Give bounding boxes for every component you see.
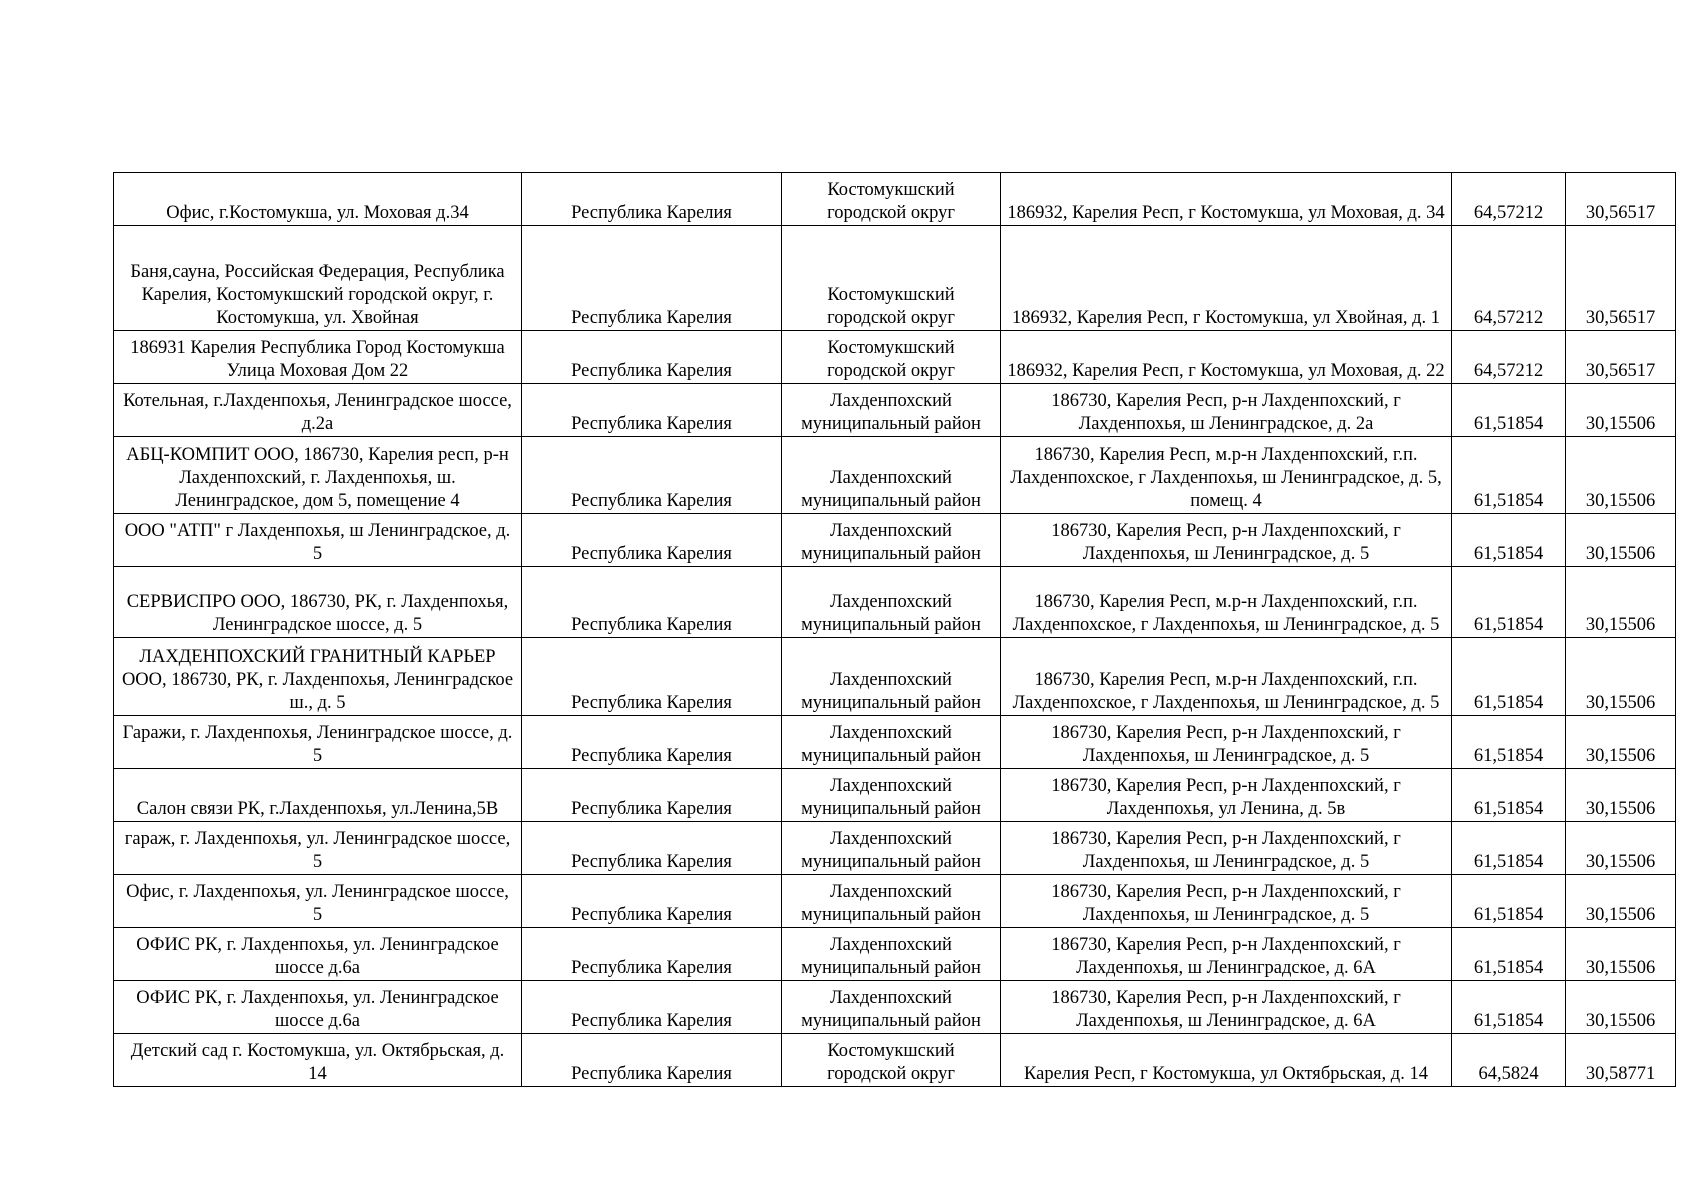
cell-object-name: Офис, г.Костомукша, ул. Моховая д.34 bbox=[114, 173, 522, 226]
cell-object-name: Салон связи РК, г.Лахденпохья, ул.Ленина,5В bbox=[114, 769, 522, 822]
table-row bbox=[114, 173, 1676, 226]
cell-object-name: АБЦ-КОМПИТ ООО, 186730, Карелия респ, р-н Лахденпохский, г. Лахденпохья, ш. Ленинградское, дом 5, помещение 4 bbox=[114, 437, 522, 514]
cell-address: 186730, Карелия Респ, м.р-н Лахденпохский, г.п. Лахденпохское, г Лахденпохья, ш Ленинградское, д. 5 bbox=[1001, 567, 1452, 638]
cell-latitude: 64,57212 bbox=[1452, 173, 1566, 226]
cell-municipality: Лахденпохский муниципальный район bbox=[782, 514, 1001, 567]
cell-municipality: Лахденпохский муниципальный район bbox=[782, 437, 1001, 514]
cell-region: Республика Карелия bbox=[522, 638, 782, 716]
cell-region: Республика Карелия bbox=[522, 567, 782, 638]
cell-longitude: 30,15506 bbox=[1566, 384, 1676, 437]
cell-object-name: Офис, г. Лахденпохья, ул. Ленинградское шоссе, 5 bbox=[114, 875, 522, 928]
cell-region: Республика Карелия bbox=[522, 1034, 782, 1087]
cell-longitude: 30,15506 bbox=[1566, 567, 1676, 638]
cell-longitude: 30,15506 bbox=[1566, 928, 1676, 981]
cell-municipality: Лахденпохский муниципальный район bbox=[782, 981, 1001, 1034]
table-row bbox=[114, 928, 1676, 981]
cell-longitude: 30,15506 bbox=[1566, 875, 1676, 928]
cell-object-name: ОФИС РК, г. Лахденпохья, ул. Ленинградское шоссе д.6а bbox=[114, 928, 522, 981]
cell-longitude: 30,56517 bbox=[1566, 173, 1676, 226]
table-row bbox=[114, 567, 1676, 638]
cell-object-name: Детский сад г. Костомукша, ул. Октябрьская, д. 14 bbox=[114, 1034, 522, 1087]
cell-address: 186730, Карелия Респ, р-н Лахденпохский, г Лахденпохья, ш Ленинградское, д. 2а bbox=[1001, 384, 1452, 437]
cell-address: Карелия Респ, г Костомукша, ул Октябрьская, д. 14 bbox=[1001, 1034, 1452, 1087]
cell-region: Республика Карелия bbox=[522, 437, 782, 514]
table-row bbox=[114, 226, 1676, 331]
cell-object-name: ОФИС РК, г. Лахденпохья, ул. Ленинградское шоссе д.6а bbox=[114, 981, 522, 1034]
cell-municipality: Костомукшский городской округ bbox=[782, 1034, 1001, 1087]
cell-address: 186730, Карелия Респ, р-н Лахденпохский, г Лахденпохья, ул Ленина, д. 5в bbox=[1001, 769, 1452, 822]
cell-address: 186730, Карелия Респ, м.р-н Лахденпохский, г.п. Лахденпохское, г Лахденпохья, ш Ленинградское, д. 5 bbox=[1001, 638, 1452, 716]
cell-address: 186932, Карелия Респ, г Костомукша, ул Хвойная, д. 1 bbox=[1001, 226, 1452, 331]
cell-latitude: 61,51854 bbox=[1452, 638, 1566, 716]
cell-municipality: Лахденпохский муниципальный район bbox=[782, 716, 1001, 769]
cell-longitude: 30,56517 bbox=[1566, 331, 1676, 384]
cell-address: 186932, Карелия Респ, г Костомукша, ул Моховая, д. 22 bbox=[1001, 331, 1452, 384]
cell-municipality: Лахденпохский муниципальный район bbox=[782, 384, 1001, 437]
cell-address: 186730, Карелия Респ, р-н Лахденпохский, г Лахденпохья, ш Ленинградское, д. 6А bbox=[1001, 928, 1452, 981]
cell-latitude: 64,5824 bbox=[1452, 1034, 1566, 1087]
cell-longitude: 30,15506 bbox=[1566, 822, 1676, 875]
cell-municipality: Костомукшский городской округ bbox=[782, 331, 1001, 384]
cell-latitude: 61,51854 bbox=[1452, 716, 1566, 769]
cell-region: Республика Карелия bbox=[522, 981, 782, 1034]
table-row bbox=[114, 822, 1676, 875]
cell-latitude: 61,51854 bbox=[1452, 928, 1566, 981]
cell-municipality: Лахденпохский муниципальный район bbox=[782, 875, 1001, 928]
table-row bbox=[114, 514, 1676, 567]
cell-address: 186730, Карелия Респ, р-н Лахденпохский, г Лахденпохья, ш Ленинградское, д. 5 bbox=[1001, 822, 1452, 875]
cell-latitude: 64,57212 bbox=[1452, 226, 1566, 331]
cell-address: 186730, Карелия Респ, р-н Лахденпохский, г Лахденпохья, ш Ленинградское, д. 6А bbox=[1001, 981, 1452, 1034]
cell-municipality: Лахденпохский муниципальный район bbox=[782, 822, 1001, 875]
registry-table bbox=[113, 172, 1676, 1087]
cell-longitude: 30,58771 bbox=[1566, 1034, 1676, 1087]
cell-latitude: 64,57212 bbox=[1452, 331, 1566, 384]
cell-region: Республика Карелия bbox=[522, 875, 782, 928]
table-row bbox=[114, 384, 1676, 437]
cell-municipality: Лахденпохский муниципальный район bbox=[782, 769, 1001, 822]
cell-object-name: гараж, г. Лахденпохья, ул. Ленинградское шоссе, 5 bbox=[114, 822, 522, 875]
cell-municipality: Лахденпохский муниципальный район bbox=[782, 928, 1001, 981]
cell-latitude: 61,51854 bbox=[1452, 822, 1566, 875]
cell-latitude: 61,51854 bbox=[1452, 567, 1566, 638]
cell-municipality: Лахденпохский муниципальный район bbox=[782, 638, 1001, 716]
cell-longitude: 30,56517 bbox=[1566, 226, 1676, 331]
cell-address: 186932, Карелия Респ, г Костомукша, ул Моховая, д. 34 bbox=[1001, 173, 1452, 226]
cell-object-name: Баня,сауна, Российская Федерация, Республика Карелия, Костомукшский городской округ, г. Костомукша, ул. Хвойная bbox=[114, 226, 522, 331]
cell-latitude: 61,51854 bbox=[1452, 875, 1566, 928]
cell-address: 186730, Карелия Респ, р-н Лахденпохский, г Лахденпохья, ш Ленинградское, д. 5 bbox=[1001, 514, 1452, 567]
cell-municipality: Костомукшский городской округ bbox=[782, 173, 1001, 226]
cell-longitude: 30,15506 bbox=[1566, 514, 1676, 567]
cell-latitude: 61,51854 bbox=[1452, 514, 1566, 567]
table-row bbox=[114, 638, 1676, 716]
cell-object-name: Гаражи, г. Лахденпохья, Ленинградское шоссе, д. 5 bbox=[114, 716, 522, 769]
cell-longitude: 30,15506 bbox=[1566, 981, 1676, 1034]
table-row bbox=[114, 981, 1676, 1034]
table-row bbox=[114, 331, 1676, 384]
cell-object-name: ЛАХДЕНПОХСКИЙ ГРАНИТНЫЙ КАРЬЕР ООО, 186730, РК, г. Лахденпохья, Ленинградское ш., д. 5 bbox=[114, 638, 522, 716]
cell-region: Республика Карелия bbox=[522, 928, 782, 981]
cell-region: Республика Карелия bbox=[522, 514, 782, 567]
table-row bbox=[114, 769, 1676, 822]
cell-address: 186730, Карелия Респ, м.р-н Лахденпохский, г.п. Лахденпохское, г Лахденпохья, ш Ленинградское, д. 5, помещ. 4 bbox=[1001, 437, 1452, 514]
table-row bbox=[114, 875, 1676, 928]
cell-region: Республика Карелия bbox=[522, 769, 782, 822]
cell-longitude: 30,15506 bbox=[1566, 716, 1676, 769]
table-row bbox=[114, 1034, 1676, 1087]
cell-latitude: 61,51854 bbox=[1452, 384, 1566, 437]
cell-longitude: 30,15506 bbox=[1566, 638, 1676, 716]
cell-object-name: Котельная, г.Лахденпохья, Ленинградское шоссе, д.2а bbox=[114, 384, 522, 437]
cell-region: Республика Карелия bbox=[522, 716, 782, 769]
cell-latitude: 61,51854 bbox=[1452, 981, 1566, 1034]
cell-region: Республика Карелия bbox=[522, 226, 782, 331]
cell-municipality: Костомукшский городской округ bbox=[782, 226, 1001, 331]
table-row bbox=[114, 437, 1676, 514]
cell-region: Республика Карелия bbox=[522, 822, 782, 875]
cell-longitude: 30,15506 bbox=[1566, 769, 1676, 822]
cell-region: Республика Карелия bbox=[522, 173, 782, 226]
cell-municipality: Лахденпохский муниципальный район bbox=[782, 567, 1001, 638]
cell-address: 186730, Карелия Респ, р-н Лахденпохский, г Лахденпохья, ш Ленинградское, д. 5 bbox=[1001, 716, 1452, 769]
cell-longitude: 30,15506 bbox=[1566, 437, 1676, 514]
registry-table-body bbox=[114, 173, 1676, 1087]
cell-object-name: 186931 Карелия Республика Город Костомукша Улица Моховая Дом 22 bbox=[114, 331, 522, 384]
cell-region: Республика Карелия bbox=[522, 384, 782, 437]
cell-object-name: СЕРВИСПРО ООО, 186730, РК, г. Лахденпохья, Ленинградское шоссе, д. 5 bbox=[114, 567, 522, 638]
cell-address: 186730, Карелия Респ, р-н Лахденпохский, г Лахденпохья, ш Ленинградское, д. 5 bbox=[1001, 875, 1452, 928]
cell-latitude: 61,51854 bbox=[1452, 437, 1566, 514]
cell-region: Республика Карелия bbox=[522, 331, 782, 384]
table-row bbox=[114, 716, 1676, 769]
cell-object-name: ООО "АТП" г Лахденпохья, ш Ленинградское, д. 5 bbox=[114, 514, 522, 567]
cell-latitude: 61,51854 bbox=[1452, 769, 1566, 822]
